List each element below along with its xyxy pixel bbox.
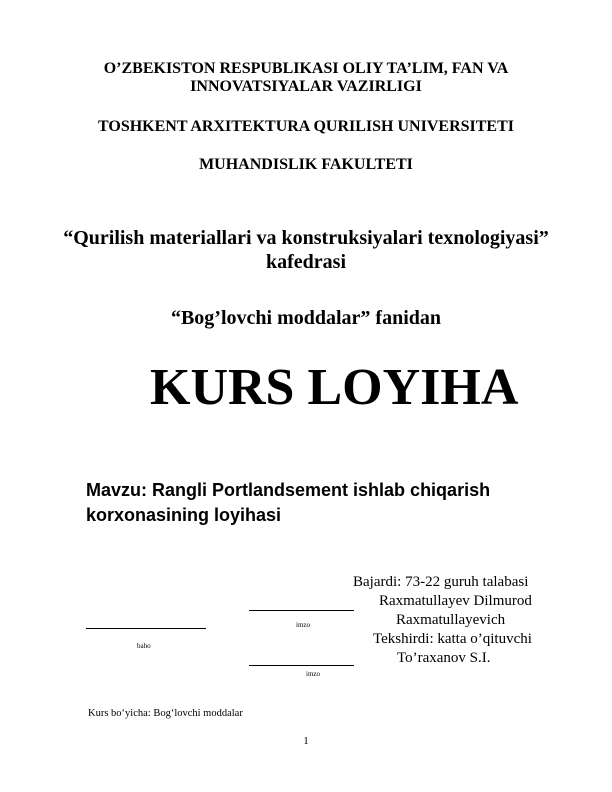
- checker-label: Tekshirdi: katta o’qituvchi: [373, 631, 532, 647]
- ministry-line-1: O’ZBEKISTON RESPUBLIKASI OLIY TA’LIM, FAN VA: [103, 60, 509, 77]
- signature-line-performer: [249, 610, 354, 611]
- performer-name-line-1: Raxmatullayev Dilmurod: [379, 593, 532, 609]
- grade-line: [86, 628, 206, 629]
- document-type-title: KURS LOYIHA: [150, 359, 519, 416]
- department-heading: [0, 226, 612, 274]
- signature-label-performer: imzo: [296, 621, 310, 629]
- signature-label-checker: imzo: [306, 670, 320, 678]
- faculty-heading: MUHANDISLIK FAKULTETI: [199, 156, 413, 173]
- performer-label: Bajardi: 73-22 guruh talabasi: [353, 574, 529, 590]
- signature-line-checker: [249, 665, 354, 666]
- ministry-line-2: INNOVATSIYALAR VAZIRLIGI: [190, 78, 422, 95]
- topic-line-1: Mavzu: Rangli Portlandsement ishlab chiqarish: [86, 480, 491, 500]
- footer-note: Kurs bo‘yicha: Bog‘lovchi moddalar: [88, 708, 243, 719]
- page-number: 1: [303, 735, 309, 747]
- checker-name: To’raxanov S.I.: [397, 650, 491, 666]
- subject-heading: “Bog’lovchi moddalar” fanidan: [170, 307, 442, 329]
- department-line-1: “Qurilish materiallari va konstruksiyalari texnologiyasi”: [63, 227, 549, 249]
- university-heading: TOSHKENT ARXITEKTURA QURILISH UNIVERSITETI: [98, 118, 514, 135]
- topic-block: [86, 478, 556, 528]
- grade-label: baho: [137, 642, 151, 650]
- topic-line-2: korxonasining loyihasi: [86, 505, 282, 525]
- department-line-2: kafedrasi: [266, 251, 346, 273]
- performer-name-line-2: Raxmatullayevich: [396, 612, 506, 628]
- ministry-heading: [0, 60, 612, 96]
